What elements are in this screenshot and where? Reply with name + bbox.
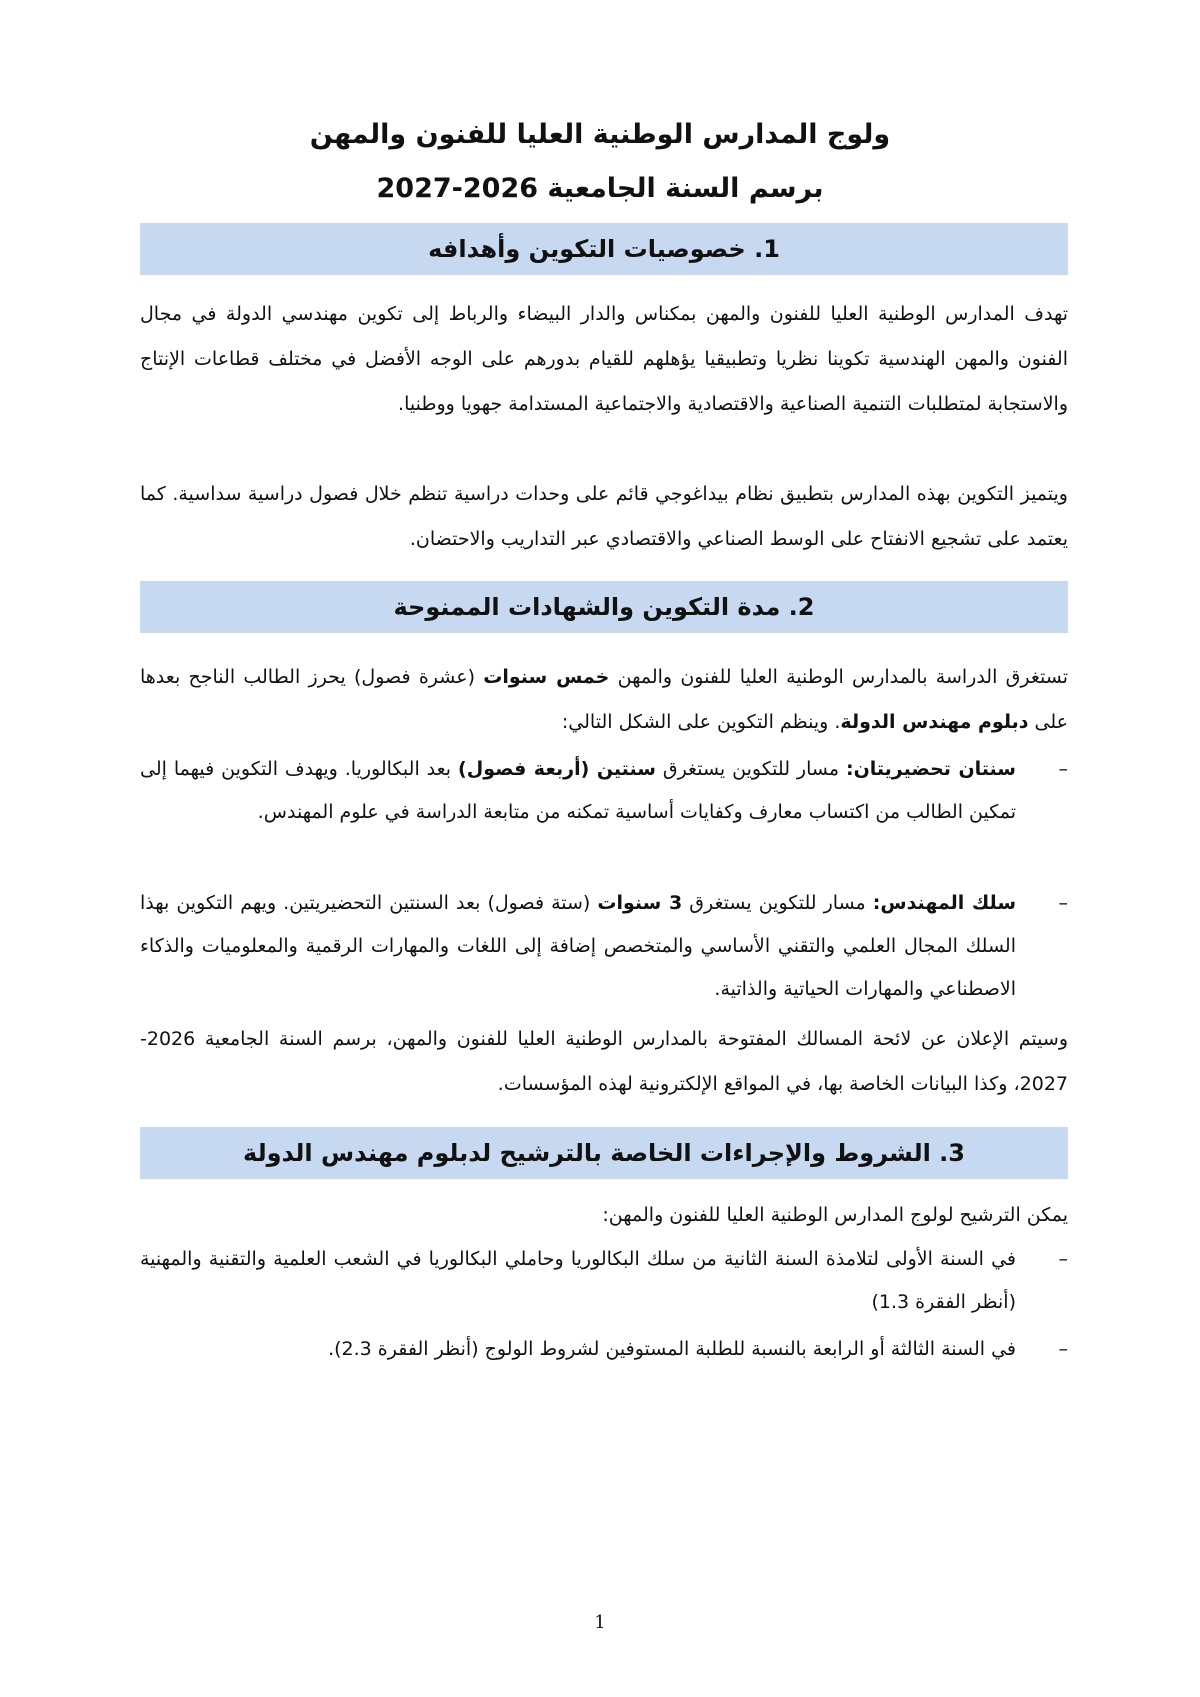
bold-run: سلك المهندس:: [872, 892, 1016, 914]
section-2-bullet-1: [140, 748, 1068, 834]
bullet-text: في السنة الأولى لتلامذة السنة الثانية من سلك البكالوريا وحاملي البكالوريا في الشعب العلمية والتقنية والمهنية (أنظر الفقرة 1.3): [140, 1248, 1016, 1313]
section-1-paragraph-2: ويتميز التكوين بهذه المدارس بتطبيق نظام بيداغوجي قائم على وحدات دراسية تنظم خلال فصول دراسية سداسية. كما يعتمد على تشجيع الانفتاح على الوسط الصناعي والاقتصادي عبر التداريب والاحتضان.: [140, 483, 1068, 550]
bold-run: سنتين (أربعة فصول): [458, 758, 656, 780]
bullet-dash: –: [1058, 892, 1068, 914]
bullet-text: [140, 882, 1030, 1011]
bullet-dash: –: [1058, 1338, 1068, 1360]
text-run: بعد البكالوريا. ويهدف التكوين فيهما إلى تمكين الطالب من اكتساب معارف وكفايات أساسية تمكنه من متابعة الدراسة في علوم المهندس.: [140, 758, 1016, 823]
text-run: مسار للتكوين يستغرق: [655, 758, 846, 780]
section-2-bullet-2: [140, 882, 1068, 1011]
section-3-heading: 3. الشروط والإجراءات الخاصة بالترشيح لدبلوم مهندس الدولة: [140, 1127, 1068, 1179]
section-3-bullet-2: [140, 1328, 1068, 1371]
bullet-dash: –: [1058, 758, 1068, 780]
text-run: تستغرق الدراسة بالمدارس الوطنية العليا للفنون والمهن: [609, 666, 1068, 688]
text-run: مسار للتكوين يستغرق: [682, 892, 873, 914]
bullet-dash: –: [1058, 1248, 1068, 1270]
section-1-paragraph-1: تهدف المدارس الوطنية العليا للفنون والمهن بمكناس والدار البيضاء والرباط إلى تكوين مهندسي الدولة في مجال الفنون والمهن الهندسية تكوينا نظريا وتطبيقيا يؤهلهم للقيام بدورهم على الوجه الأفضل في مختلف قطاعات الإنتاج والاستجابة لمتطلبات التنمية الصناعية والاقتصادية والاجتماعية المستدامة جهويا ووطنيا.: [140, 303, 1068, 415]
section-2-heading: 2. مدة التكوين والشهادات الممنوحة: [140, 581, 1068, 633]
document-title: [0, 108, 1200, 216]
text-run: . وينظم التكوين على الشكل التالي:: [561, 711, 841, 733]
section-2-paragraph-1: [140, 655, 1068, 745]
bullet-text: [140, 748, 1030, 834]
bold-run: دبلوم مهندس الدولة: [840, 711, 1029, 733]
section-3-bullet-1: [140, 1238, 1068, 1324]
page-number: 1: [594, 1612, 606, 1633]
text-run: (ستة فصول) بعد السنتين التحضيريتين. ويهم التكوين بهذا السلك المجال العلمي والتقني الأساسي والمتخصص إضافة إلى اللغات والمهارات الرقمية والمعلوميات والذكاء الاصطناعي والمهارات الحياتية والذاتية.: [140, 892, 1016, 1000]
bold-run: سنتان تحضيريتان:: [845, 758, 1016, 780]
bold-run: 3 سنوات: [597, 892, 683, 914]
bullet-text: في السنة الثالثة أو الرابعة بالنسبة للطلبة المستوفين لشروط الولوج (أنظر الفقرة 2.3).: [328, 1338, 1016, 1360]
text-run: (عشرة فصول) يحرز الطالب الناجح بعدها على: [140, 666, 1068, 733]
section-3-intro: يمكن الترشيح لولوج المدارس الوطنية العليا للفنون والمهن:: [602, 1204, 1068, 1226]
title-line-2: برسم السنة الجامعية 2026-2027: [376, 173, 824, 204]
section-1-heading: 1. خصوصيات التكوين وأهدافه: [140, 223, 1068, 275]
title-line-1: ولوج المدارس الوطنية العليا للفنون والمهن: [309, 119, 891, 150]
bold-run: خمس سنوات: [483, 666, 610, 688]
section-2-paragraph-2: وسيتم الإعلان عن لائحة المسالك المفتوحة بالمدارس الوطنية العليا للفنون والمهن، برسم السنة الجامعية 2026-2027، وكذا البيانات الخاصة بها، في المواقع الإلكترونية لهذه المؤسسات.: [140, 1028, 1068, 1095]
